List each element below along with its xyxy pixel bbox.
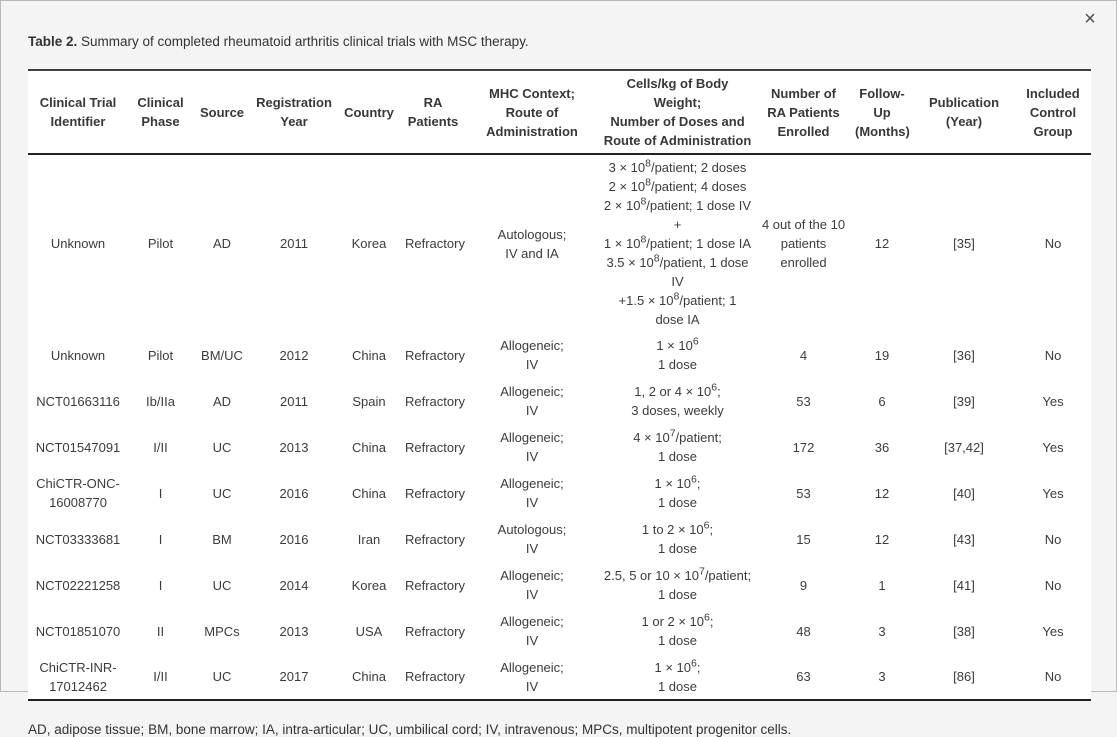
table-row [28, 470, 1091, 516]
cell-year: 2012 [279, 347, 309, 363]
cell-country: USA [355, 623, 383, 639]
cell-source: UC [212, 485, 232, 501]
close-icon[interactable]: × [1078, 7, 1102, 31]
cell-publication: [40] [953, 485, 975, 501]
cell-follow_up: 3 [878, 623, 886, 639]
cell-follow_up: 36 [874, 439, 890, 455]
cell-identifier: NCT01663116 [36, 393, 120, 409]
cell-phase: Pilot [147, 347, 174, 363]
cell-ra_patients: Refractory [405, 439, 465, 455]
column-header-enrolled: Number of RA Patients Enrolled [767, 85, 840, 139]
cell-dose: 1, 2 or $4 \times 10^6$; 3 doses, weekly [631, 381, 724, 418]
cell-mhc: Allogeneic; IV [500, 614, 564, 648]
column-header-identifier: Clinical Trial Identifier [39, 95, 117, 129]
table-panel [1, 34, 1116, 737]
cell-year: 2013 [279, 439, 309, 455]
cell-identifier: Unknown [50, 236, 106, 251]
cell-phase: I [158, 485, 163, 501]
cell-country: China [352, 347, 386, 363]
cell-enrolled: 48 [796, 623, 811, 639]
table-row [28, 608, 1091, 654]
cell-ra_patients: Refractory [405, 623, 465, 639]
cell-country: Spain [352, 393, 386, 409]
table-row [28, 562, 1091, 608]
cell-enrolled: 53 [796, 485, 811, 501]
column-header-mhc: MHC Context; Route of Administration [486, 85, 578, 139]
cell-phase: I/II [153, 439, 168, 455]
cell-identifier: Unknown [50, 347, 106, 363]
cell-follow_up: 12 [874, 531, 890, 547]
cell-publication: [36] [953, 347, 975, 363]
cell-mhc: Allogeneic; IV [500, 568, 564, 602]
cell-control: No [1044, 531, 1062, 547]
cell-source: UC [212, 669, 232, 684]
cell-control: No [1044, 347, 1062, 363]
cell-mhc: Autologous; IV and IA [497, 226, 567, 261]
table-caption-text: Summary of completed rheumatoid arthritis clinical trials with MSC therapy. [77, 34, 529, 49]
cell-mhc: Allogeneic; IV [500, 338, 564, 372]
cell-publication: [38] [953, 623, 975, 639]
cell-enrolled: 4 out of the 10 patients enrolled [761, 217, 846, 270]
cell-dose: 1 or $2 \times 10^6$; 1 dose [641, 611, 714, 648]
cell-phase: I [158, 531, 163, 547]
table-row [28, 424, 1091, 470]
cell-dose: 1 to $2 \times 10^6$; 1 dose [641, 519, 714, 556]
column-header-control: Included Control Group [1026, 85, 1080, 139]
cell-enrolled: 63 [796, 669, 811, 684]
cell-ra_patients: Refractory [405, 531, 465, 547]
cell-enrolled: 15 [796, 531, 811, 547]
cell-dose: $1 \times 10^6$ 1 dose [656, 335, 699, 372]
cell-enrolled: 172 [792, 439, 815, 455]
cell-ra_patients: Refractory [405, 347, 465, 363]
cell-year: 2011 [280, 236, 308, 251]
cell-year: 2017 [279, 669, 309, 684]
cell-country: Korea [351, 236, 387, 251]
cell-year: 2014 [279, 577, 309, 593]
table-caption [28, 34, 1089, 49]
cell-publication: [43] [953, 531, 975, 547]
cell-phase: I/II [153, 669, 168, 684]
cell-phase: II [156, 623, 165, 639]
cell-year: 2013 [279, 623, 309, 639]
column-header-follow_up: Follow- Up (Months) [855, 85, 910, 139]
cell-identifier: NCT02221258 [35, 577, 121, 593]
cell-follow_up: 19 [874, 347, 890, 363]
cell-country: Korea [351, 577, 387, 593]
column-header-publication: Publication (Year) [928, 95, 1000, 129]
cell-mhc: Allogeneic; IV [500, 430, 564, 464]
cell-publication: [35] [953, 236, 975, 251]
cell-ra_patients: Refractory [405, 393, 465, 409]
cell-publication: [39] [953, 393, 975, 409]
cell-publication: [86] [953, 669, 975, 684]
cell-mhc: Allogeneic; IV [500, 476, 564, 510]
cell-enrolled: 4 [799, 347, 808, 363]
cell-source: BM/UC [201, 347, 243, 363]
cell-dose: $1 \times 10^6$; 1 dose [654, 657, 701, 694]
cell-control: Yes [1042, 485, 1064, 501]
column-header-dose: Cells/kg of Body Weight; Number of Doses and Route of Administration [603, 76, 752, 148]
cell-source: UC [212, 577, 232, 593]
table-body [28, 154, 1091, 700]
cell-year: 2016 [279, 485, 309, 501]
cell-country: China [352, 439, 386, 455]
cell-publication: [37,42] [944, 439, 984, 455]
cell-ra_patients: Refractory [405, 485, 465, 501]
cell-follow_up: 1 [878, 577, 886, 593]
table-caption-label: Table 2. [28, 34, 78, 49]
table-row [28, 654, 1091, 700]
cell-phase: I [158, 577, 163, 593]
column-header-phase: Clinical Phase [137, 95, 184, 129]
abbreviations-footnote: AD, adipose tissue; BM, bone marrow; IA, intra-articular; UC, umbilical cord; IV, intravenous; MPCs, multipotent progenitor cells. [28, 722, 792, 737]
table-row [28, 154, 1091, 332]
cell-phase: Ib/IIa [146, 393, 175, 409]
cell-control: Yes [1042, 439, 1064, 455]
cell-dose: 2.5, 5 or $10 \times 10^7$/patient; 1 dose [603, 565, 752, 602]
cell-dose: $3 \times 10^8$/patient; 2 doses $2 \times 10^8$/patient; 4 doses $2 \times 10^8$/patient; 1 dose IV + $1 \times 10^8$/patient; 1 dose IA $3.5 \times 10^8$/patient, 1 dose IV $+1.5 \times 10^8$/patient; 1 dose IA [603, 157, 752, 327]
cell-control: No [1044, 577, 1062, 593]
column-header-country: Country [344, 104, 394, 120]
cell-identifier: NCT01547091 [35, 439, 121, 455]
cell-follow_up: 12 [874, 236, 890, 251]
cell-year: 2011 [280, 393, 308, 409]
cell-mhc: Autologous; IV [497, 522, 567, 556]
cell-follow_up: 3 [878, 669, 886, 684]
clinical-trials-table [28, 69, 1091, 701]
cell-ra_patients: Refractory [405, 669, 465, 684]
cell-country: Iran [357, 531, 381, 547]
cell-follow_up: 6 [878, 393, 886, 409]
cell-source: AD [212, 236, 232, 251]
column-header-ra_patients: RA Patients [407, 95, 459, 129]
cell-ra_patients: Refractory [405, 236, 465, 251]
column-header-year: Registration Year [256, 95, 332, 129]
cell-year: 2016 [279, 531, 309, 547]
cell-dose: $4 \times 10^7$/patient; 1 dose [633, 427, 722, 464]
table-row [28, 516, 1091, 562]
cell-source: AD [212, 393, 232, 409]
cell-source: MPCs [204, 623, 240, 639]
cell-country: China [352, 669, 386, 684]
cell-country: China [352, 485, 386, 501]
cell-identifier: ChiCTR-ONC- 16008770 [36, 476, 120, 510]
cell-source: UC [212, 439, 232, 455]
table-row [28, 378, 1091, 424]
column-header-source: Source [199, 104, 245, 120]
cell-follow_up: 12 [874, 485, 890, 501]
cell-identifier: NCT01851070 [35, 623, 121, 639]
cell-dose: $1 \times 10^6$; 1 dose [654, 473, 701, 510]
cell-identifier: NCT03333681 [35, 531, 121, 547]
cell-publication: [41] [953, 577, 975, 593]
cell-control: Yes [1042, 393, 1064, 409]
cell-control: No [1044, 236, 1062, 251]
cell-enrolled: 53 [796, 393, 811, 409]
cell-mhc: Allogeneic; IV [500, 659, 564, 694]
table-row [28, 332, 1091, 378]
header-row [28, 70, 1091, 154]
cell-enrolled: 9 [799, 577, 808, 593]
cell-phase: Pilot [147, 236, 174, 251]
cell-ra_patients: Refractory [405, 577, 465, 593]
cell-mhc: Allogeneic; IV [500, 384, 564, 418]
cell-control: Yes [1042, 623, 1064, 639]
cell-identifier: ChiCTR-INR- 17012462 [39, 659, 117, 694]
cell-source: BM [212, 531, 232, 547]
cell-control: No [1044, 669, 1062, 684]
